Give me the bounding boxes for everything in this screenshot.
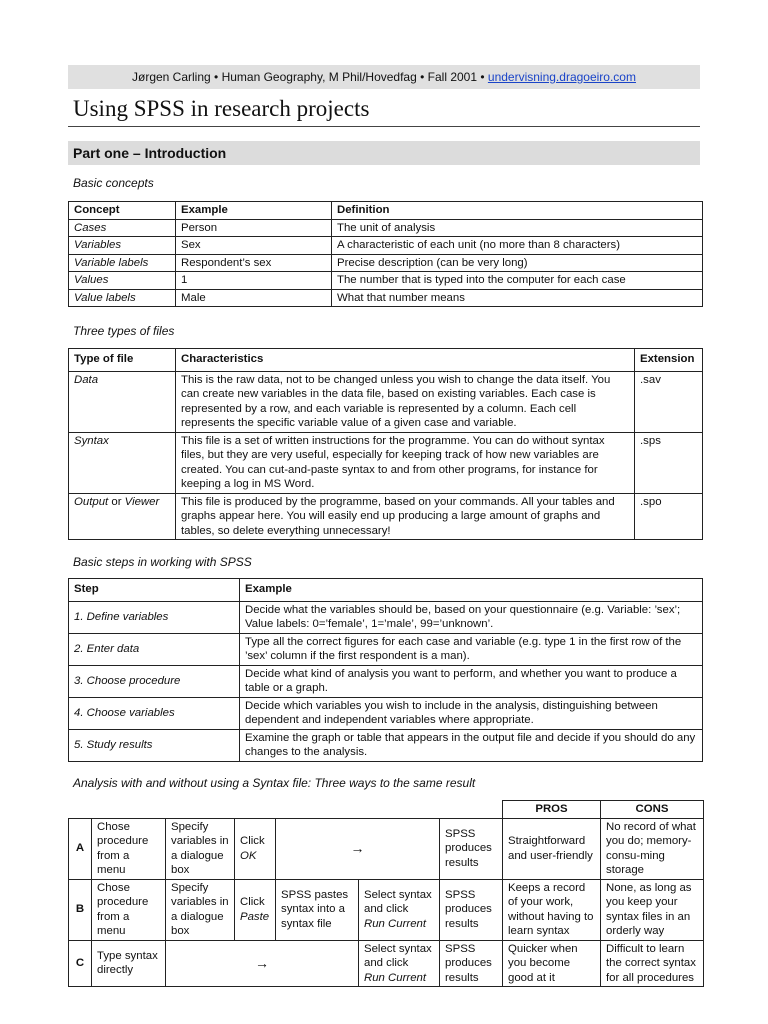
example-cell: 1 (176, 272, 332, 290)
example-cell: Respondent’s sex (176, 254, 332, 272)
example-cell: Sex (176, 237, 332, 255)
table-row (69, 633, 703, 665)
column-header: Extension (635, 349, 703, 372)
steps-caption: Basic steps in working with SPSS (73, 555, 252, 569)
title-divider (68, 126, 700, 127)
definition-cell: What that number means (332, 289, 703, 307)
table-row (69, 940, 704, 987)
column-header: Type of file (69, 349, 176, 372)
cons-cell: None, as long as you keep your syntax files in an orderly way (601, 879, 704, 940)
concepts-table (68, 201, 703, 307)
file-type-cell: Syntax (69, 432, 176, 493)
step-cell: 1. Define variables (69, 601, 240, 633)
step-example-cell: Type all the correct figures for each case and variable (e.g. type 1 in the first row of the ’sex’ column if the first respondent is a man). (240, 633, 703, 665)
table-row (69, 879, 704, 940)
file-extension-cell: .sav (635, 371, 703, 432)
table-row (69, 289, 703, 307)
table-row (69, 601, 703, 633)
row-label: C (69, 940, 92, 987)
author-line: Jørgen Carling • Human Geography, M Phil/Hovedfag • Fall 2001 • (132, 70, 485, 84)
definition-cell: Precise description (can be very long) (332, 254, 703, 272)
step-example-cell: Decide what the variables should be, based on your questionnaire (e.g. Variable: ’sex’; Value labels: 0=’female’, 1=’male’, 99=’unknown’. (240, 601, 703, 633)
table-row (69, 665, 703, 697)
row-label: A (69, 818, 92, 879)
file-characteristics-cell: This file is a set of written instructions for the programme. You can do without syntax files, but they are very useful, especially for keeping track of how new variables are created. You can cut-and-paste syntax to and from other programs, for instance for keeping a log in MS Word. (176, 432, 635, 493)
course-link[interactable]: undervisning.dragoeiro.com (487, 70, 636, 84)
variables-cell: Specify variables in a dialogue box (166, 818, 235, 879)
paste-cell: SPSS pastes syntax into a syntax file (276, 879, 359, 940)
column-header: Characteristics (176, 349, 635, 372)
cons-cell: Difficult to learn the correct syntax for all procedures (601, 940, 704, 987)
step-cell: 4. Choose variables (69, 697, 240, 729)
analysis-table (68, 800, 704, 987)
concept-cell: Variable labels (69, 254, 176, 272)
table-row (69, 254, 703, 272)
step-example-cell: Decide which variables you wish to include in the analysis, distinguishing between dependent and independent variables where appropriate. (240, 697, 703, 729)
table-row (69, 432, 703, 493)
file-type-cell: Data (69, 371, 176, 432)
table-row (69, 697, 703, 729)
file-type-cell: Output or Viewer (69, 493, 176, 540)
cons-cell: No record of what you do; memory-consu-ming storage (601, 818, 704, 879)
table-header-row (69, 349, 703, 372)
arrow-icon: → (166, 940, 359, 987)
table-row (69, 818, 704, 879)
concept-cell: Values (69, 272, 176, 290)
run-cell: Select syntax and click Run Current (359, 879, 440, 940)
result-cell: SPSS produces results (440, 940, 503, 987)
steps-table (68, 578, 703, 762)
result-cell: SPSS produces results (440, 818, 503, 879)
variables-cell: Specify variables in a dialogue box (166, 879, 235, 940)
column-header: Step (69, 579, 240, 602)
procedure-cell: Chose procedure from a menu (92, 818, 166, 879)
step-cell: 2. Enter data (69, 633, 240, 665)
step-cell: 3. Choose procedure (69, 665, 240, 697)
table-row (69, 219, 703, 237)
result-cell: SPSS produces results (440, 879, 503, 940)
column-header: Example (176, 202, 332, 220)
table-row (69, 493, 703, 540)
step-example-cell: Decide what kind of analysis you want to perform, and whether you want to produce a table or a graph. (240, 665, 703, 697)
file-extension-cell: .sps (635, 432, 703, 493)
table-header-row (69, 579, 703, 602)
file-characteristics-cell: This file is produced by the programme, based on your commands. All your tables and graphs appear here. You will easily end up producing a large amount of graphs and tables, so delete everything unnecessary! (176, 493, 635, 540)
example-cell: Person (176, 219, 332, 237)
concept-cell: Value labels (69, 289, 176, 307)
row-label: B (69, 879, 92, 940)
part-heading: Part one – Introduction (68, 141, 700, 165)
table-row (69, 237, 703, 255)
concepts-caption: Basic concepts (73, 176, 154, 190)
document-title: Using SPSS in research projects (73, 96, 370, 121)
procedure-cell: Chose procedure from a menu (92, 879, 166, 940)
cons-header: CONS (601, 801, 704, 819)
files-caption: Three types of files (73, 324, 175, 338)
concept-cell: Variables (69, 237, 176, 255)
table-row (69, 272, 703, 290)
run-cell: Select syntax and click Run Current (359, 940, 440, 987)
definition-cell: The unit of analysis (332, 219, 703, 237)
table-row (69, 729, 703, 761)
pros-cell: Keeps a record of your work, without having to learn syntax (503, 879, 601, 940)
step-example-cell: Examine the graph or table that appears in the output file and decide if you should do any changes to the analysis. (240, 729, 703, 761)
analysis-caption: Analysis with and without using a Syntax file: Three ways to the same result (73, 776, 476, 790)
click-cell: Click Paste (235, 879, 276, 940)
files-table (68, 348, 703, 540)
column-header: Example (240, 579, 703, 602)
pros-cell: Straightforward and user-friendly (503, 818, 601, 879)
column-header: Concept (69, 202, 176, 220)
column-header: Definition (332, 202, 703, 220)
concept-cell: Cases (69, 219, 176, 237)
arrow-icon: → (276, 818, 440, 879)
definition-cell: The number that is typed into the computer for each case (332, 272, 703, 290)
table-row (69, 371, 703, 432)
pros-header: PROS (503, 801, 601, 819)
table-header-row (69, 801, 704, 819)
pros-cell: Quicker when you become good at it (503, 940, 601, 987)
procedure-cell: Type syntax directly (92, 940, 166, 987)
step-cell: 5. Study results (69, 729, 240, 761)
table-header-row (69, 202, 703, 220)
example-cell: Male (176, 289, 332, 307)
file-extension-cell: .spo (635, 493, 703, 540)
file-characteristics-cell: This is the raw data, not to be changed unless you wish to change the data itself. You can create new variables in the data file, based on existing variables. Each case is represented by a row, and each variable is represented by a column. Each cell represents the specific variable value of a given case and variable. (176, 371, 635, 432)
header-bar (68, 65, 700, 89)
click-cell: Click OK (235, 818, 276, 879)
definition-cell: A characteristic of each unit (no more than 8 characters) (332, 237, 703, 255)
